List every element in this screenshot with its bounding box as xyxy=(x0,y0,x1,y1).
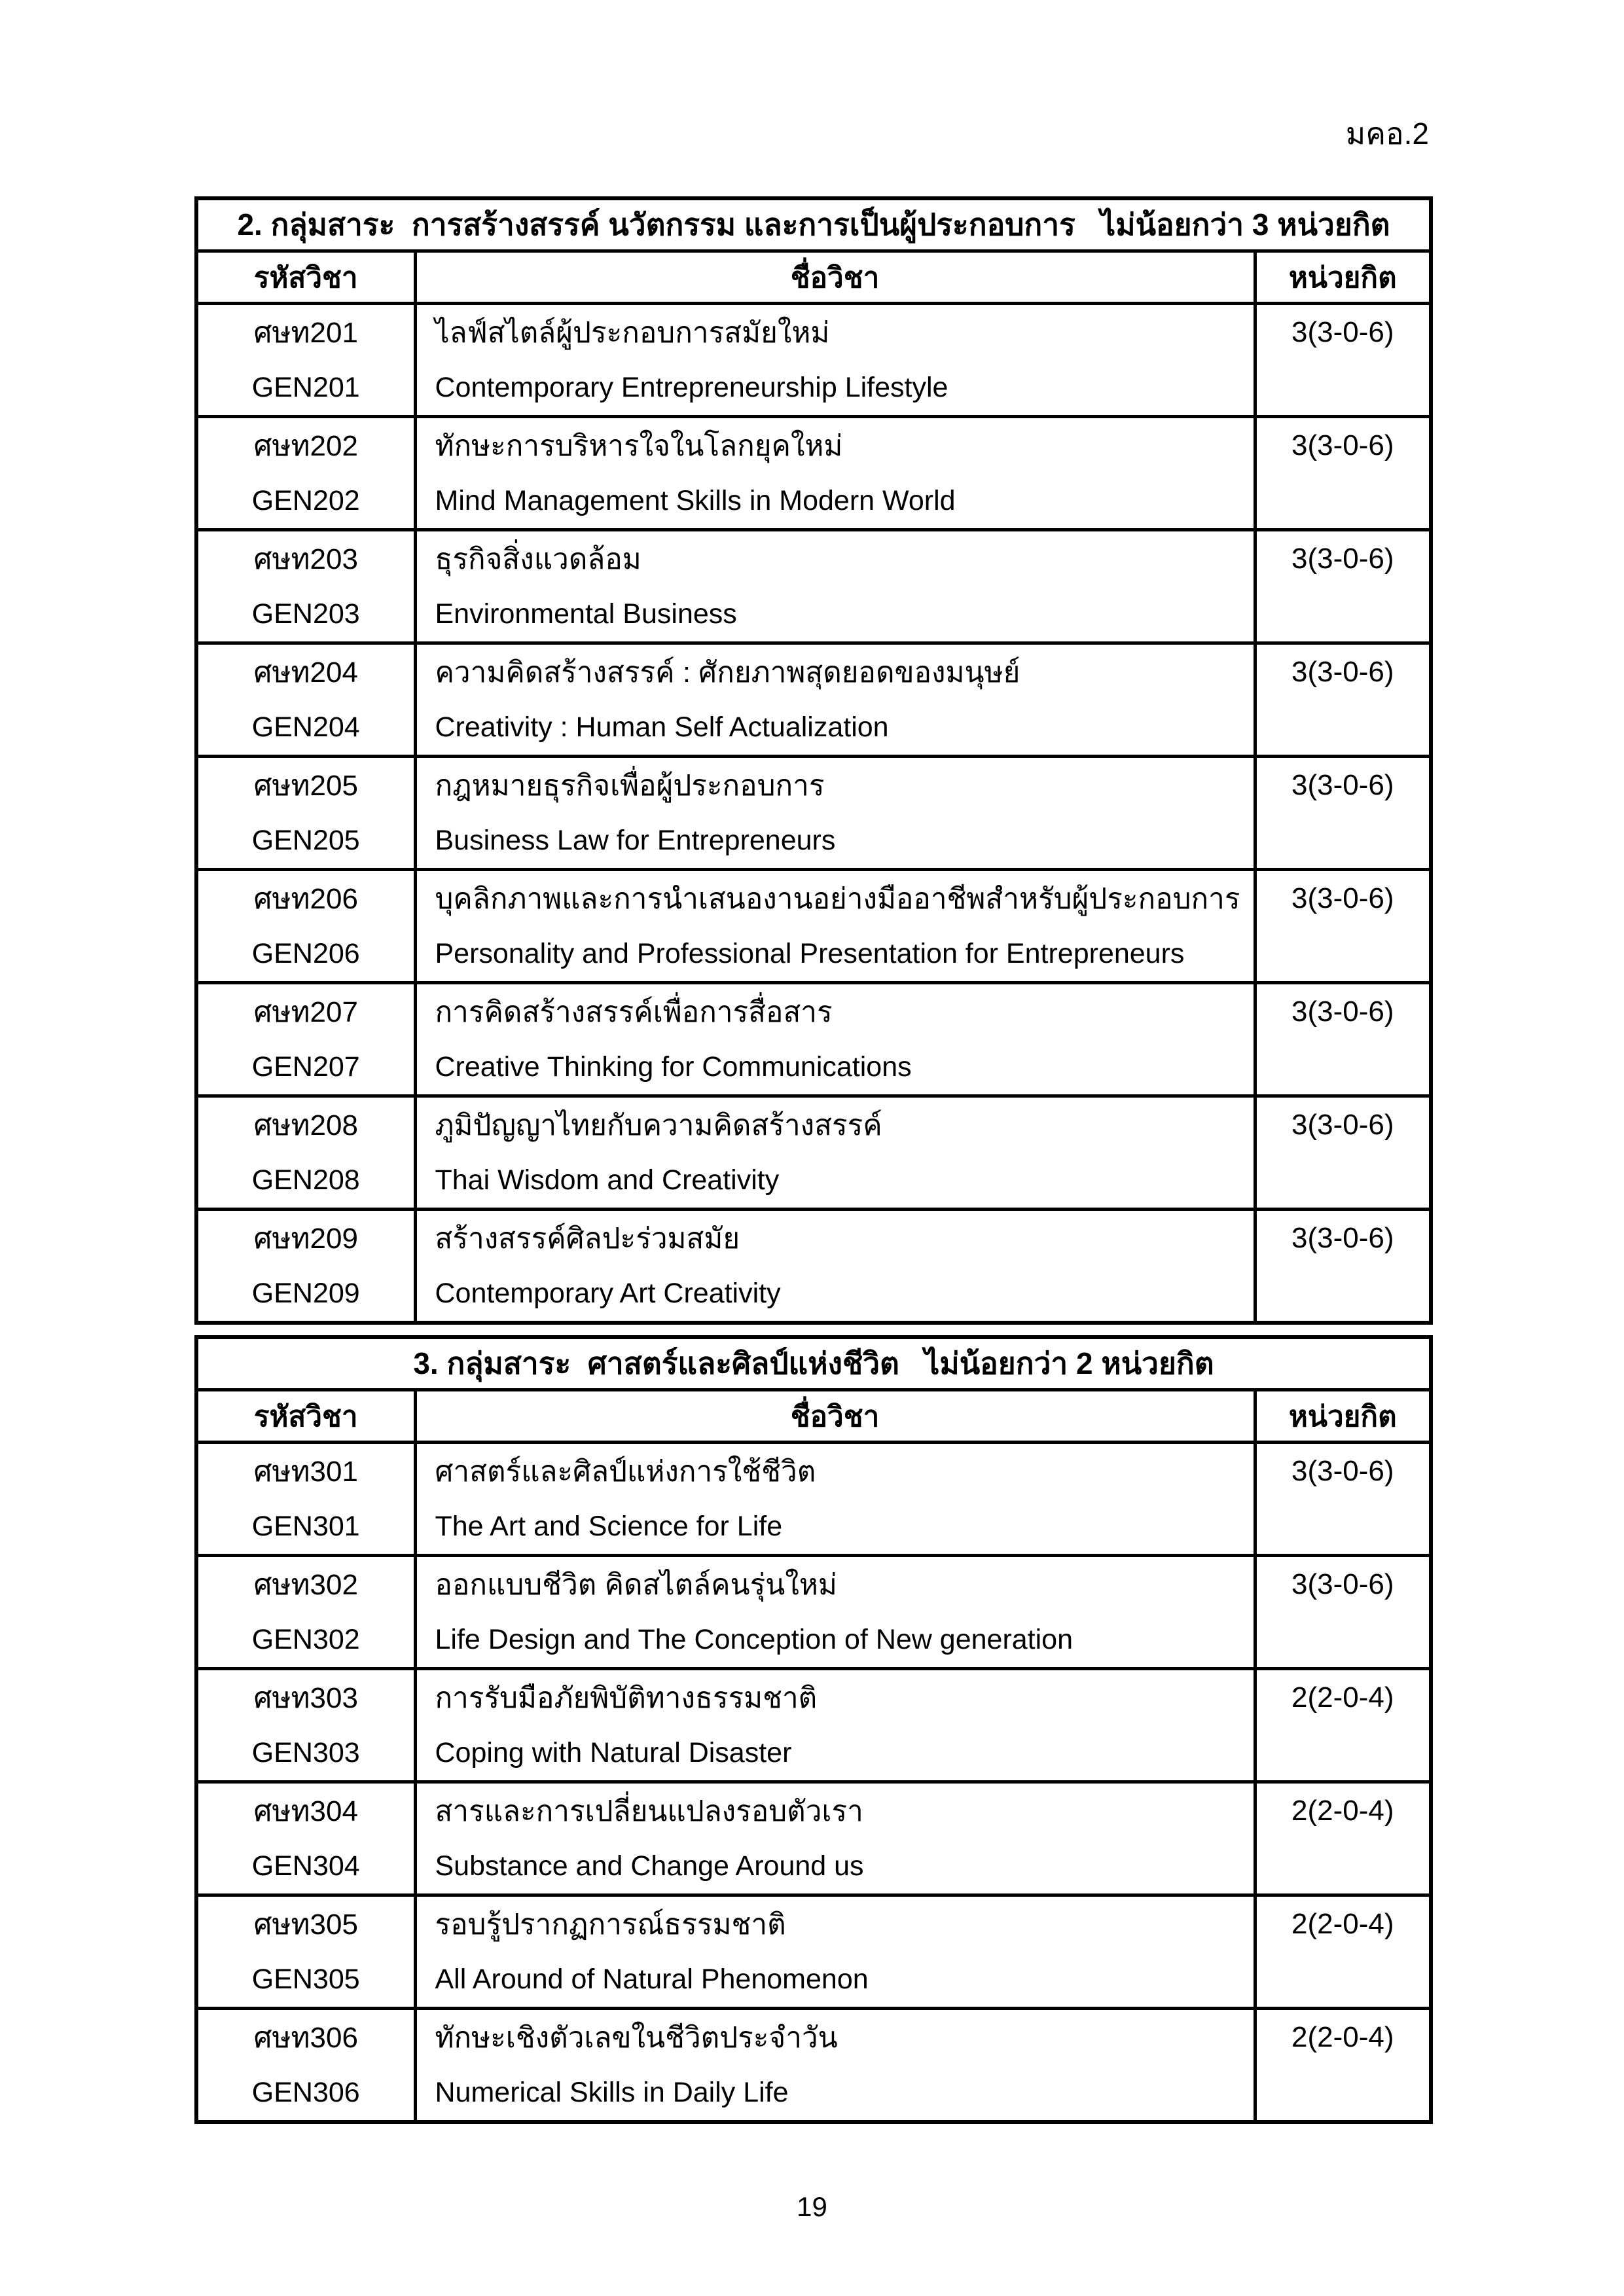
table-row xyxy=(196,1895,1431,2009)
course-credits: 3(3-0-6) xyxy=(1291,996,1394,1028)
course-code-th: ศษท306 xyxy=(253,2022,358,2054)
course-credits: 2(2-0-4) xyxy=(1291,1681,1394,1713)
course-code-en: GEN302 xyxy=(251,1623,360,1655)
course-name-en: All Around of Natural Phenomenon xyxy=(435,1963,869,1995)
table-row xyxy=(196,1669,1431,1782)
course-code-en: GEN306 xyxy=(251,2076,360,2108)
course-code-th: ศษท301 xyxy=(253,1456,358,1488)
course-code-en: GEN202 xyxy=(251,484,360,516)
course-credits: 3(3-0-6) xyxy=(1291,656,1394,688)
course-code-th: ศษท201 xyxy=(253,317,358,349)
course-code-en: GEN204 xyxy=(251,711,360,743)
course-group-3-table xyxy=(194,1335,1433,2124)
course-name-en: Substance and Change Around us xyxy=(435,1850,864,1882)
course-code-th: ศษท205 xyxy=(253,770,358,802)
course-code-th: ศษท203 xyxy=(253,543,358,575)
course-name-en: Thai Wisdom and Creativity xyxy=(435,1164,780,1196)
course-code-th: ศษท302 xyxy=(253,1569,358,1601)
table-row xyxy=(196,1210,1431,1323)
table-row xyxy=(196,1556,1431,1669)
page-number: 19 xyxy=(797,2191,827,2222)
course-name-en: The Art and Science for Life xyxy=(435,1510,783,1542)
course-code-en: GEN203 xyxy=(251,598,360,630)
column-header-code: รหัสวิชา xyxy=(196,1390,415,1443)
course-name-th: ภูมิปัญญาไทยกับความคิดสร้างสรรค์ xyxy=(435,1109,882,1141)
course-credits: 3(3-0-6) xyxy=(1291,1455,1394,1487)
course-name-en: Life Design and The Conception of New generation xyxy=(435,1623,1074,1655)
column-header-name: ชื่อวิชา xyxy=(415,1390,1255,1443)
course-code-en: GEN305 xyxy=(251,1963,360,1995)
course-credits: 3(3-0-6) xyxy=(1291,543,1394,575)
course-credits: 3(3-0-6) xyxy=(1291,882,1394,914)
course-code-en: GEN301 xyxy=(251,1510,360,1542)
table-header-row xyxy=(196,251,1431,304)
table-row xyxy=(196,2009,1431,2123)
course-name-th: ความคิดสร้างสรรค์ : ศักยภาพสุดยอดของมนุษย์ xyxy=(435,656,1020,689)
course-credits: 2(2-0-4) xyxy=(1291,2021,1394,2053)
course-name-en: Coping with Natural Disaster xyxy=(435,1736,792,1768)
column-header-code: รหัสวิชา xyxy=(196,251,415,304)
table-row xyxy=(196,870,1431,983)
course-name-th: ศาสตร์และศิลป์แห่งการใช้ชีวิต xyxy=(435,1456,816,1488)
table-title-row xyxy=(196,198,1431,251)
table-row xyxy=(196,417,1431,530)
course-code-en: GEN201 xyxy=(251,371,360,403)
course-name-en: Environmental Business xyxy=(435,598,737,630)
course-code-en: GEN207 xyxy=(251,1050,360,1083)
course-code-en: GEN303 xyxy=(251,1736,360,1768)
column-header-credits: หน่วยกิต xyxy=(1255,251,1431,304)
course-name-th: ทักษะเชิงตัวเลขในชีวิตประจำวัน xyxy=(435,2022,838,2054)
course-code-th: ศษท305 xyxy=(253,1909,358,1941)
course-name-th: สารและการเปลี่ยนแปลงรอบตัวเรา xyxy=(435,1795,863,1827)
course-name-en: Mind Management Skills in Modern World xyxy=(435,484,956,516)
course-name-th: ไลฟ์สไตล์ผู้ประกอบการสมัยใหม่ xyxy=(435,317,830,349)
course-name-th: ออกแบบชีวิต คิดสไตล์คนรุ่นใหม่ xyxy=(435,1569,837,1601)
course-name-en: Creativity : Human Self Actualization xyxy=(435,711,889,743)
table-row xyxy=(196,643,1431,757)
course-name-th: การรับมือภัยพิบัติทางธรรมชาติ xyxy=(435,1682,818,1714)
course-name-th: กฎหมายธุรกิจเพื่อผู้ประกอบการ xyxy=(435,770,825,802)
course-code-th: ศษท303 xyxy=(253,1682,358,1714)
course-credits: 3(3-0-6) xyxy=(1291,769,1394,801)
course-code-en: GEN209 xyxy=(251,1277,360,1309)
course-name-th: ทักษะการบริหารใจในโลกยุคใหม่ xyxy=(435,430,843,462)
table-row xyxy=(196,530,1431,643)
course-credits: 3(3-0-6) xyxy=(1291,316,1394,348)
course-code-en: GEN304 xyxy=(251,1850,360,1882)
course-name-th: รอบรู้ปรากฏการณ์ธรรมชาติ xyxy=(435,1909,786,1941)
course-credits: 2(2-0-4) xyxy=(1291,1795,1394,1827)
table-title: 2. กลุ่มสาระ การสร้างสรรค์ นวัตกรรม และการเป็นผู้ประกอบการ ไม่น้อยกว่า 3 หน่วยกิต xyxy=(196,198,1431,251)
course-name-th: บุคลิกภาพและการนำเสนองานอย่างมืออาชีพสำหรับผู้ประกอบการ xyxy=(435,883,1240,915)
course-code-th: ศษท208 xyxy=(253,1109,358,1141)
table-row xyxy=(196,1782,1431,1895)
course-code-en: GEN205 xyxy=(251,824,360,856)
column-header-name: ชื่อวิชา xyxy=(415,251,1255,304)
course-name-en: Contemporary Entrepreneurship Lifestyle xyxy=(435,371,948,403)
table-row xyxy=(196,983,1431,1096)
course-code-th: ศษท204 xyxy=(253,656,358,689)
table-title-row xyxy=(196,1337,1431,1390)
course-credits: 3(3-0-6) xyxy=(1291,1568,1394,1600)
course-credits: 3(3-0-6) xyxy=(1291,429,1394,461)
course-code-th: ศษท209 xyxy=(253,1223,358,1255)
table-row xyxy=(196,1096,1431,1210)
course-name-en: Personality and Professional Presentation for Entrepreneurs xyxy=(435,937,1185,969)
course-name-en: Contemporary Art Creativity xyxy=(435,1277,781,1309)
course-code-th: ศษท202 xyxy=(253,430,358,462)
course-name-en: Creative Thinking for Communications xyxy=(435,1050,912,1083)
course-code-th: ศษท206 xyxy=(253,883,358,915)
course-code-th: ศษท304 xyxy=(253,1795,358,1827)
table-row xyxy=(196,757,1431,870)
course-group-2-table xyxy=(194,196,1433,1325)
table-row xyxy=(196,1443,1431,1556)
course-name-en: Numerical Skills in Daily Life xyxy=(435,2076,789,2108)
course-name-th: การคิดสร้างสรรค์เพื่อการสื่อสาร xyxy=(435,996,833,1028)
course-credits: 3(3-0-6) xyxy=(1291,1222,1394,1254)
course-code-en: GEN208 xyxy=(251,1164,360,1196)
course-code-th: ศษท207 xyxy=(253,996,358,1028)
table-title: 3. กลุ่มสาระ ศาสตร์และศิลป์แห่งชีวิต ไม่น้อยกว่า 2 หน่วยกิต xyxy=(196,1337,1431,1390)
course-code-en: GEN206 xyxy=(251,937,360,969)
table-header-row xyxy=(196,1390,1431,1443)
document-code-label: มคอ.2 xyxy=(1345,117,1429,151)
course-name-th: ธุรกิจสิ่งแวดล้อม xyxy=(435,543,641,575)
column-header-credits: หน่วยกิต xyxy=(1255,1390,1431,1443)
course-name-en: Business Law for Entrepreneurs xyxy=(435,824,836,856)
course-credits: 2(2-0-4) xyxy=(1291,1908,1394,1940)
course-credits: 3(3-0-6) xyxy=(1291,1109,1394,1141)
course-name-th: สร้างสรรค์ศิลปะร่วมสมัย xyxy=(435,1223,740,1255)
table-row xyxy=(196,304,1431,417)
